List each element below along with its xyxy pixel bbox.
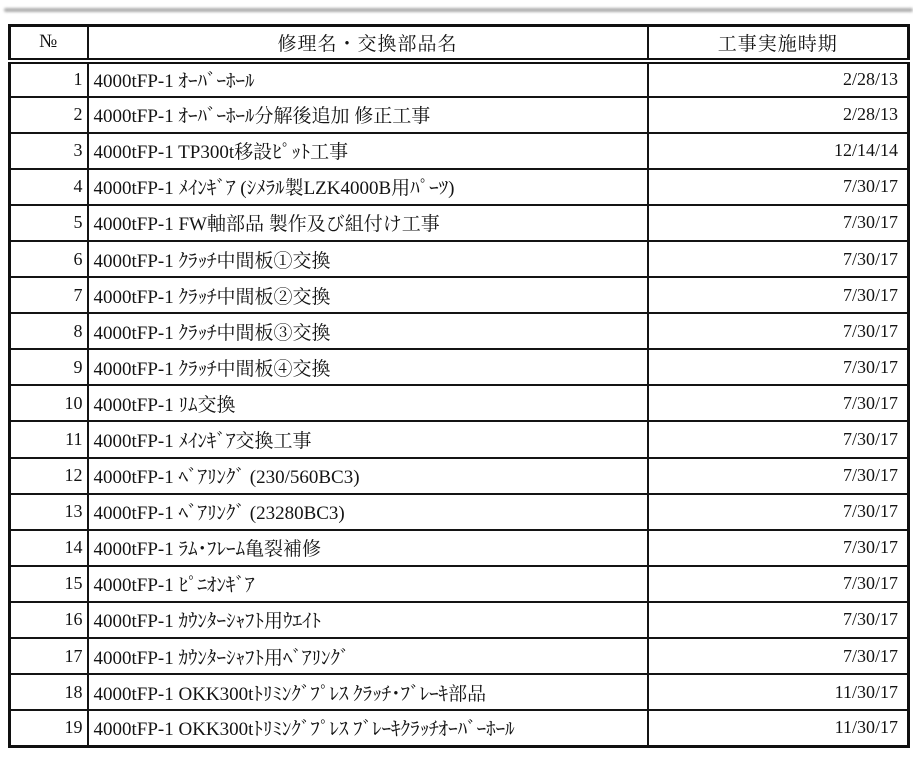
repair-name-cell: 4000tFP-1 ｵｰﾊﾞｰﾎｰﾙ (88, 61, 648, 97)
row-number-cell: 4 (10, 169, 88, 205)
work-date-cell: 7/30/17 (648, 169, 909, 205)
column-header-no: № (10, 26, 88, 61)
work-date-cell: 11/30/17 (648, 674, 909, 710)
table-row (10, 530, 909, 566)
row-number-cell: 15 (10, 566, 88, 602)
repair-name-cell: 4000tFP-1 ﾘﾑ交換 (88, 385, 648, 421)
table-row (10, 205, 909, 241)
table-row (10, 458, 909, 494)
repair-name-cell: 4000tFP-1 ﾗﾑ･ﾌﾚｰﾑ亀裂補修 (88, 530, 648, 566)
repair-name-cell: 4000tFP-1 ｶｳﾝﾀｰｼｬﾌﾄ用ﾍﾞｱﾘﾝｸﾞ (88, 638, 648, 674)
row-number-cell: 1 (10, 61, 88, 97)
table-row (10, 349, 909, 385)
repair-name-cell: 4000tFP-1 ﾍﾞｱﾘﾝｸﾞ (23280BC3) (88, 494, 648, 530)
row-number-cell: 8 (10, 313, 88, 349)
repair-name-cell: 4000tFP-1 ｸﾗｯﾁ中間板④交換 (88, 349, 648, 385)
repair-name-cell: 4000tFP-1 FW軸部品 製作及び組付け工事 (88, 205, 648, 241)
row-number-cell: 10 (10, 385, 88, 421)
work-date-cell: 11/30/17 (648, 710, 909, 746)
work-date-cell: 7/30/17 (648, 530, 909, 566)
scan-artifact-line (4, 8, 913, 12)
row-number-cell: 3 (10, 133, 88, 169)
table-row (10, 674, 909, 710)
row-number-cell: 18 (10, 674, 88, 710)
table-row (10, 241, 909, 277)
repair-history-table (8, 24, 910, 748)
table-row (10, 710, 909, 746)
table-row (10, 277, 909, 313)
table-row (10, 97, 909, 133)
row-number-cell: 14 (10, 530, 88, 566)
row-number-cell: 11 (10, 421, 88, 457)
repair-name-cell: 4000tFP-1 ﾋﾟﾆｵﾝｷﾞｱ (88, 566, 648, 602)
repair-name-cell: 4000tFP-1 ｸﾗｯﾁ中間板①交換 (88, 241, 648, 277)
row-number-cell: 17 (10, 638, 88, 674)
repair-name-cell: 4000tFP-1 ﾒｲﾝｷﾞｱ (ｼﾒﾗﾙ製LZK4000B用ﾊﾟｰﾂ) (88, 169, 648, 205)
row-number-cell: 13 (10, 494, 88, 530)
row-number-cell: 6 (10, 241, 88, 277)
table-body (10, 61, 909, 747)
work-date-cell: 7/30/17 (648, 385, 909, 421)
repair-name-cell: 4000tFP-1 ﾒｲﾝｷﾞｱ交換工事 (88, 421, 648, 457)
work-date-cell: 7/30/17 (648, 349, 909, 385)
repair-name-cell: 4000tFP-1 ｸﾗｯﾁ中間板③交換 (88, 313, 648, 349)
work-date-cell: 7/30/17 (648, 458, 909, 494)
work-date-cell: 7/30/17 (648, 421, 909, 457)
column-header-period: 工事実施時期 (648, 26, 909, 61)
table-row (10, 133, 909, 169)
row-number-cell: 19 (10, 710, 88, 746)
table-row (10, 421, 909, 457)
column-header-repair-name: 修理名・交換部品名 (88, 26, 648, 61)
table-row (10, 61, 909, 97)
table-row (10, 313, 909, 349)
table-row (10, 566, 909, 602)
repair-name-cell: 4000tFP-1 ﾍﾞｱﾘﾝｸﾞ (230/560BC3) (88, 458, 648, 494)
work-date-cell: 7/30/17 (648, 638, 909, 674)
work-date-cell: 2/28/13 (648, 61, 909, 97)
work-date-cell: 7/30/17 (648, 241, 909, 277)
repair-name-cell: 4000tFP-1 TP300t移設ﾋﾟｯﾄ工事 (88, 133, 648, 169)
work-date-cell: 7/30/17 (648, 277, 909, 313)
work-date-cell: 7/30/17 (648, 494, 909, 530)
work-date-cell: 7/30/17 (648, 205, 909, 241)
repair-name-cell: 4000tFP-1 ｸﾗｯﾁ中間板②交換 (88, 277, 648, 313)
table-row (10, 385, 909, 421)
work-date-cell: 12/14/14 (648, 133, 909, 169)
work-date-cell: 7/30/17 (648, 602, 909, 638)
row-number-cell: 7 (10, 277, 88, 313)
work-date-cell: 2/28/13 (648, 97, 909, 133)
table-row (10, 494, 909, 530)
repair-name-cell: 4000tFP-1 ｵｰﾊﾞｰﾎｰﾙ分解後追加 修正工事 (88, 97, 648, 133)
header-row (10, 26, 909, 61)
repair-name-cell: 4000tFP-1 OKK300tﾄﾘﾐﾝｸﾞﾌﾟﾚｽ ﾌﾞﾚｰｷｸﾗｯﾁｵｰﾊﾞｰﾎｰﾙ (88, 710, 648, 746)
repair-name-cell: 4000tFP-1 ｶｳﾝﾀｰｼｬﾌﾄ用ｳｴｲﾄ (88, 602, 648, 638)
work-date-cell: 7/30/17 (648, 313, 909, 349)
work-date-cell: 7/30/17 (648, 566, 909, 602)
row-number-cell: 2 (10, 97, 88, 133)
table-header (10, 26, 909, 61)
row-number-cell: 5 (10, 205, 88, 241)
row-number-cell: 16 (10, 602, 88, 638)
row-number-cell: 12 (10, 458, 88, 494)
row-number-cell: 9 (10, 349, 88, 385)
table-row (10, 638, 909, 674)
table-row (10, 169, 909, 205)
repair-name-cell: 4000tFP-1 OKK300tﾄﾘﾐﾝｸﾞﾌﾟﾚｽ ｸﾗｯﾁ･ﾌﾞﾚｰｷ部品 (88, 674, 648, 710)
table-row (10, 602, 909, 638)
